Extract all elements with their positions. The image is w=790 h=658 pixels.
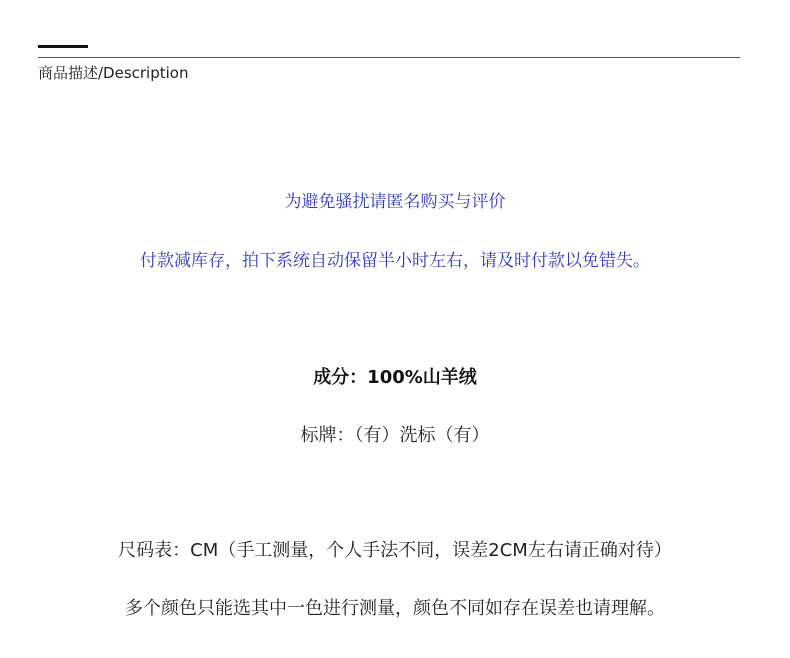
payment-stock-notice: 付款减库存，拍下系统自动保留半小时左右，请及时付款以免错失。 xyxy=(140,251,650,271)
color-note-text: 多个颜色只能选其中一色进行测量，颜色不同如存在误差也请理解。 xyxy=(125,598,665,619)
anonymous-review-notice: 为避免骚扰请匿名购买与评价 xyxy=(284,192,506,212)
composition-text: 成分：100%山羊绒 xyxy=(313,367,477,388)
label-info-text: 标牌：（有）洗标（有） xyxy=(300,425,490,446)
size-note-text: 尺码表：CM（手工测量，个人手法不同，误差2CM左右请正确对待） xyxy=(118,540,672,561)
header-accent-bar xyxy=(38,45,88,48)
section-title: 商品描述/Description xyxy=(38,64,189,82)
header-divider xyxy=(38,57,740,58)
